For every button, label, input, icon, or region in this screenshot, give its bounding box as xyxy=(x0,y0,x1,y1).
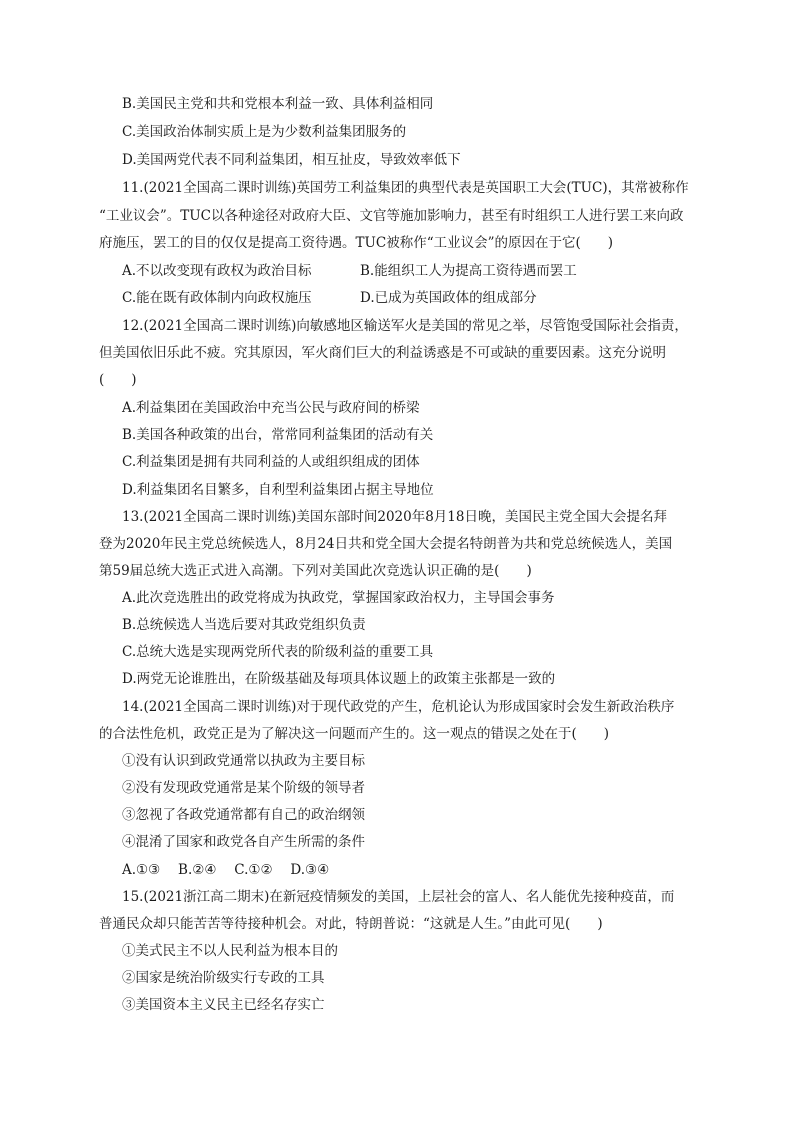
q15-statement-2: ②国家是统治阶级实行专政的工具 xyxy=(122,970,325,986)
q15-stem-line-1: 15.(2021浙江高二期末)在新冠疫情频发的美国，上层社会的富人、名人能优先接种疫苗，而 xyxy=(122,889,675,905)
q12-stem-line-2: 但美国依旧乐此不疲。究其原因，军火商们巨大的利益诱惑是不可或缺的重要因素。这充分说明 xyxy=(99,345,666,361)
q11-stem-line-3: 府施压，罢工的目的仅仅是提高工资待遇。TUC被称作“工业议会”的原因在于它( ) xyxy=(99,235,614,251)
q13-option-d: D.两党无论谁胜出，在阶级基础及每项具体议题上的政策主张都是一致的 xyxy=(122,671,556,687)
q14-statement-4: ④混淆了国家和政党各自产生所需的条件 xyxy=(122,834,365,850)
q12-option-b: B.美国各种政策的出台，常常同利益集团的活动有关 xyxy=(122,427,434,443)
q11-option-d: D.已成为英国政体的组成部分 xyxy=(360,290,537,306)
q12-stem-line-3: ( ) xyxy=(99,372,137,388)
q11-option-c: C.能在既有政体制内向政权施压 xyxy=(122,290,312,306)
q14-stem-line-1: 14.(2021全国高二课时训练)对于现代政党的产生，危机论认为形成国家时会发生新政治秩序 xyxy=(122,699,675,715)
q12-stem-line-1: 12.(2021全国高二课时训练)向敏感地区输送军火是美国的常见之举，尽管饱受国际社会指责， xyxy=(122,318,688,334)
q13-stem-line-1: 13.(2021全国高二课时训练)美国东部时间2020年8月18日晚，美国民主党全国大会提名拜 xyxy=(122,509,667,525)
q15-statement-1: ①美式民主不以人民利益为根本目的 xyxy=(122,943,338,959)
q14-stem-line-2: 的合法性危机，政党正是为了解决这一问题而产生的。这一观点的错误之处在于( ) xyxy=(99,726,610,742)
q13-option-c: C.总统大选是实现两党所代表的阶级利益的重要工具 xyxy=(122,644,434,660)
q10-option-b: B.美国民主党和共和党根本利益一致、具体利益相同 xyxy=(122,96,434,112)
q13-option-b: B.总统候选人当选后要对其政党组织负责 xyxy=(122,617,366,633)
q12-option-d: D.利益集团名目繁多，自利型利益集团占据主导地位 xyxy=(122,482,434,498)
q12-option-a: A.利益集团在美国政治中充当公民与政府间的桥梁 xyxy=(122,400,420,416)
q14-statement-1: ①没有认识到政党通常以执政为主要目标 xyxy=(122,753,365,769)
q13-stem-line-2: 登为2020年民主党总统候选人，8月24日共和党全国大会提名特朗普为共和党总统候选人，美国 xyxy=(99,536,673,552)
q10-option-c: C.美国政治体制实质上是为少数利益集团服务的 xyxy=(122,124,407,140)
q14-statement-3: ③忽视了各政党通常都有自己的政治纲领 xyxy=(122,807,365,823)
q15-stem-line-2: 普通民众却只能苦苦等待接种机会。对此，特朗普说：“这就是人生。”由此可见( ) xyxy=(99,916,603,932)
q14-answer-choices: A.①③ B.②④ C.①② D.③④ xyxy=(122,862,330,878)
q15-statement-3: ③美国资本主义民主已经名存实亡 xyxy=(122,997,325,1013)
q13-stem-line-3: 第59届总统大选正式进入高潮。下列对美国此次竞选认识正确的是( ) xyxy=(99,563,532,579)
q11-stem-line-1: 11.(2021全国高二课时训练)英国劳工利益集团的典型代表是英国职工大会(TUC)，其常被称作 xyxy=(122,180,689,196)
q11-option-b: B.能组织工人为提高工资待遇而罢工 xyxy=(360,263,577,279)
q11-option-a: A.不以改变现有政权为政治目标 xyxy=(122,263,312,279)
q10-option-d: D.美国两党代表不同利益集团，相互扯皮，导致效率低下 xyxy=(122,152,461,168)
q11-stem-line-2: “工业议会”。TUC以各种途径对政府大臣、文官等施加影响力，甚至有时组织工人进行罢工来向政 xyxy=(99,208,684,224)
q12-option-c: C.利益集团是拥有共同利益的人或组织组成的团体 xyxy=(122,454,420,470)
q13-option-a: A.此次竞选胜出的政党将成为执政党，掌握国家政治权力，主导国会事务 xyxy=(122,590,555,606)
q14-statement-2: ②没有发现政党通常是某个阶级的领导者 xyxy=(122,780,365,796)
